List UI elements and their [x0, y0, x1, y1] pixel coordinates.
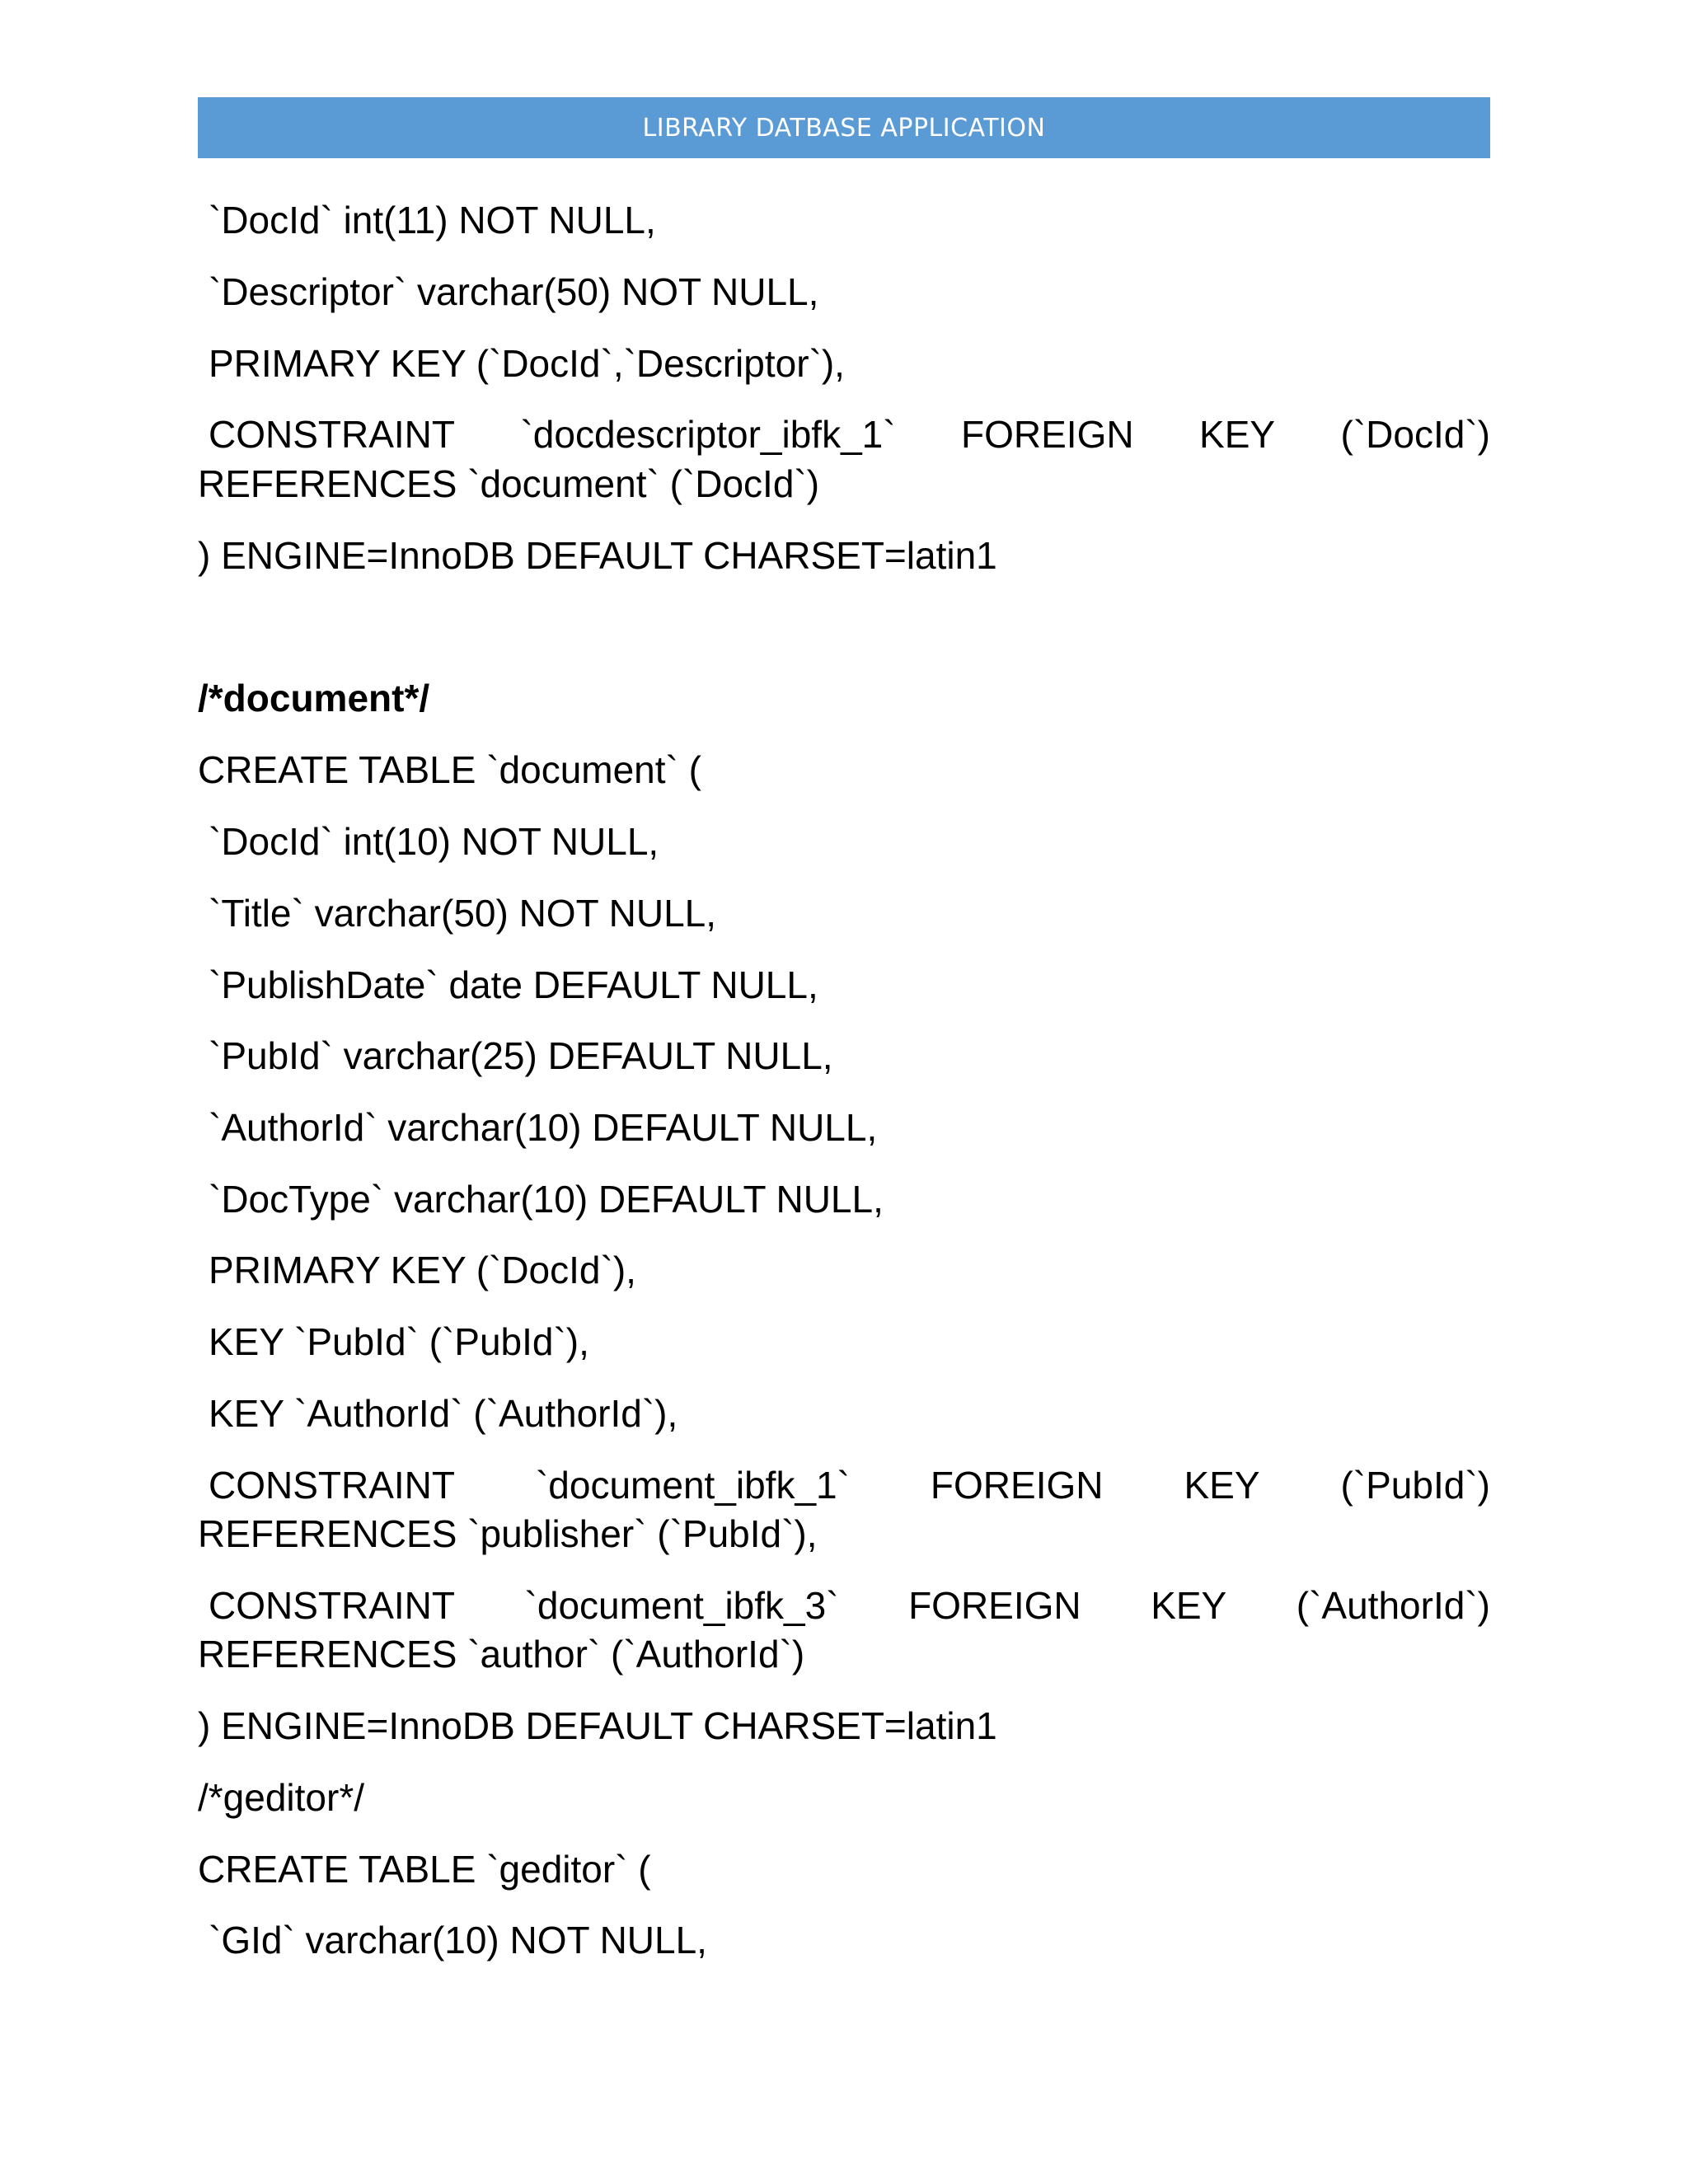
code-word: (`PubId`) [1340, 1464, 1490, 1507]
code-line: `Title` varchar(50) NOT NULL, [209, 892, 717, 935]
code-line: KEY `AuthorId` (`AuthorId`), [209, 1392, 678, 1435]
code-word: `document_ibfk_1` [535, 1464, 850, 1507]
code-word: `docdescriptor_ibfk_1` [520, 413, 896, 456]
code-line: ) ENGINE=InnoDB DEFAULT CHARSET=latin1 [198, 534, 997, 577]
code-line: `Descriptor` varchar(50) NOT NULL, [209, 270, 819, 313]
section-heading: /*document*/ [198, 677, 430, 719]
code-line: PRIMARY KEY (`DocId`), [209, 1249, 636, 1291]
code-line: `GId` varchar(10) NOT NULL, [209, 1919, 707, 1961]
code-line: `PublishDate` date DEFAULT NULL, [209, 963, 818, 1006]
code-line: `DocId` int(11) NOT NULL, [209, 199, 656, 241]
code-line: ) ENGINE=InnoDB DEFAULT CHARSET=latin1 [198, 1704, 997, 1747]
code-word: KEY [1184, 1464, 1260, 1507]
code-line: PRIMARY KEY (`DocId`,`Descriptor`), [209, 342, 845, 385]
code-word: CONSTRAINT [209, 413, 455, 456]
header-title: LIBRARY DATBASE APPLICATION [642, 113, 1046, 143]
code-line: REFERENCES `publisher` (`PubId`), [198, 1512, 818, 1555]
code-word: FOREIGN [961, 413, 1134, 456]
code-line: CREATE TABLE `geditor` ( [198, 1848, 651, 1891]
code-line: KEY `PubId` (`PubId`), [209, 1320, 589, 1363]
code-word: CONSTRAINT [209, 1584, 455, 1627]
constraint-line [198, 410, 1490, 458]
code-line: CREATE TABLE `document` ( [198, 748, 701, 791]
constraint-line [198, 1461, 1490, 1509]
code-line: `AuthorId` varchar(10) DEFAULT NULL, [209, 1106, 878, 1149]
code-word: KEY [1199, 413, 1276, 456]
header-bar [198, 97, 1490, 158]
section-heading: /*geditor*/ [198, 1776, 365, 1819]
code-word: KEY [1151, 1584, 1227, 1627]
code-line: REFERENCES `document` (`DocId`) [198, 462, 820, 505]
code-word: FOREIGN [908, 1584, 1081, 1627]
code-word: (`AuthorId`) [1296, 1584, 1490, 1627]
code-word: CONSTRAINT [209, 1464, 455, 1507]
code-line: `PubId` varchar(25) DEFAULT NULL, [209, 1034, 833, 1077]
code-word: `document_ibfk_3` [524, 1584, 839, 1627]
code-line: `DocId` int(10) NOT NULL, [209, 820, 659, 863]
code-line: `DocType` varchar(10) DEFAULT NULL, [209, 1178, 884, 1221]
code-word: FOREIGN [930, 1464, 1104, 1507]
code-word: (`DocId`) [1340, 413, 1490, 456]
code-line: REFERENCES `author` (`AuthorId`) [198, 1633, 805, 1675]
constraint-line [198, 1582, 1490, 1629]
